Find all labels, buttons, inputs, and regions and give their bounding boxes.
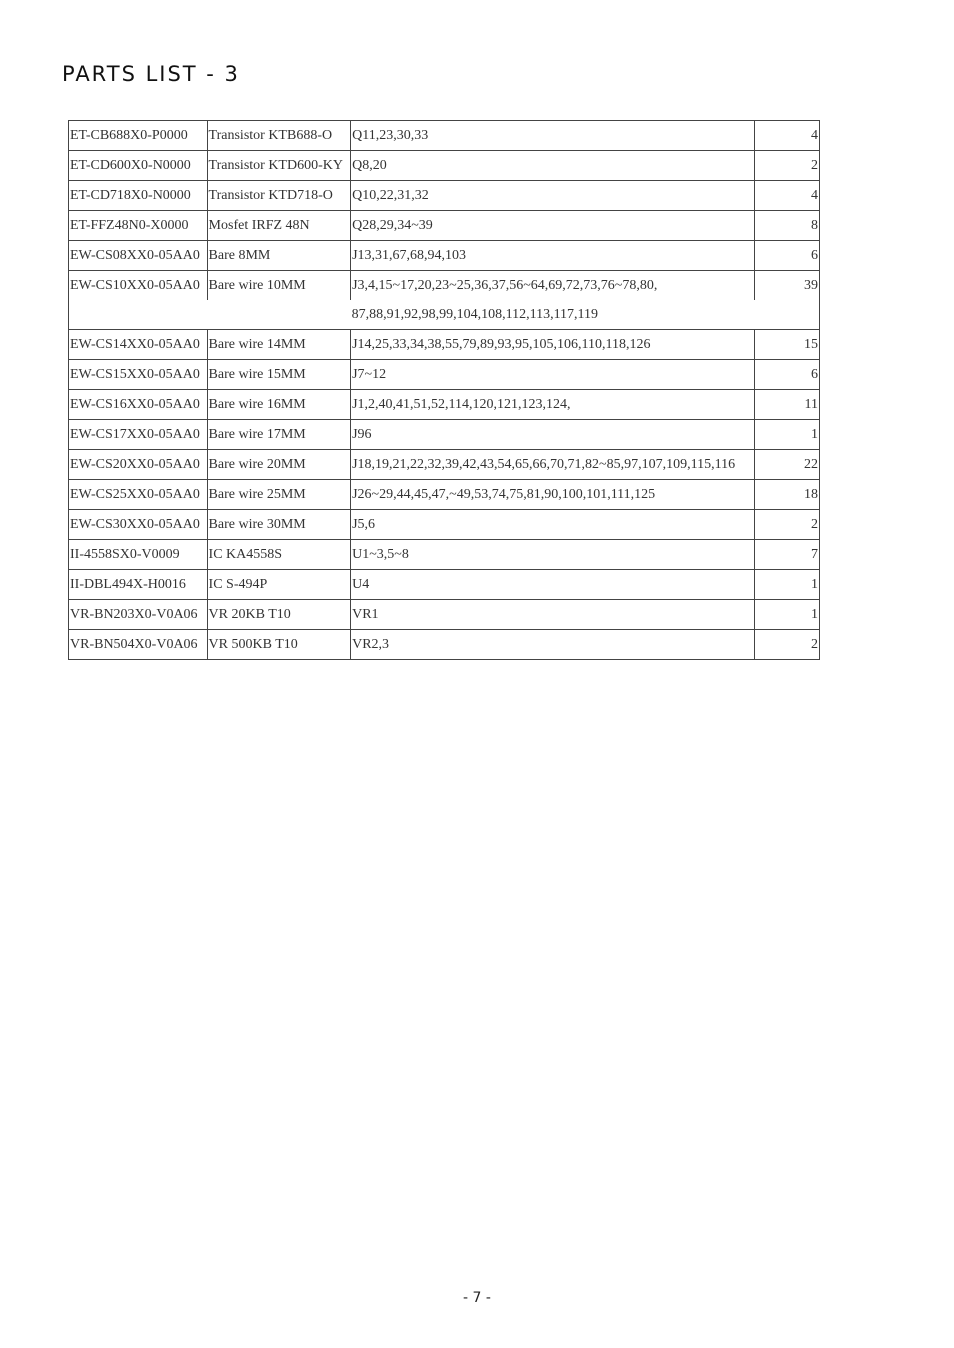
part-number-cell xyxy=(69,300,208,330)
table-row xyxy=(69,271,820,301)
table-row xyxy=(69,151,820,181)
table-row xyxy=(69,600,820,630)
part-number-cell: VR-BN504X0-V0A06 xyxy=(69,630,208,660)
location-cell: Q10,22,31,32 xyxy=(351,181,755,211)
quantity-cell xyxy=(754,300,819,330)
quantity-cell: 2 xyxy=(754,630,819,660)
description-cell: Bare wire 16MM xyxy=(207,390,351,420)
parts-table xyxy=(68,120,820,660)
description-cell: Transistor KTD718-O xyxy=(207,181,351,211)
quantity-cell: 2 xyxy=(754,510,819,540)
location-cell: J96 xyxy=(351,420,755,450)
description-cell: Bare wire 15MM xyxy=(207,360,351,390)
part-number-cell: ET-FFZ48N0-X0000 xyxy=(69,211,208,241)
table-row xyxy=(69,390,820,420)
part-number-cell: EW-CS08XX0-05AA0 xyxy=(69,241,208,271)
parts-table-body xyxy=(69,121,820,660)
part-number-cell: EW-CS14XX0-05AA0 xyxy=(69,330,208,360)
table-row xyxy=(69,420,820,450)
table-row xyxy=(69,121,820,151)
part-number-cell: ET-CB688X0-P0000 xyxy=(69,121,208,151)
location-cell: U1~3,5~8 xyxy=(351,540,755,570)
location-cell: U4 xyxy=(351,570,755,600)
location-cell: J5,6 xyxy=(351,510,755,540)
quantity-cell: 1 xyxy=(754,420,819,450)
quantity-cell: 11 xyxy=(754,390,819,420)
table-row-continuation xyxy=(69,300,820,330)
table-row xyxy=(69,480,820,510)
part-number-cell: ET-CD718X0-N0000 xyxy=(69,181,208,211)
description-cell: Mosfet IRFZ 48N xyxy=(207,211,351,241)
part-number-cell: EW-CS16XX0-05AA0 xyxy=(69,390,208,420)
location-cell: J7~12 xyxy=(351,360,755,390)
description-cell: Bare wire 10MM xyxy=(207,271,351,301)
page-number: - 7 - xyxy=(463,1290,491,1306)
description-cell: IC KA4558S xyxy=(207,540,351,570)
description-cell: Bare wire 20MM xyxy=(207,450,351,480)
quantity-cell: 18 xyxy=(754,480,819,510)
location-cell: J14,25,33,34,38,55,79,89,93,95,105,106,110,118,126 xyxy=(351,330,755,360)
description-cell: Bare wire 30MM xyxy=(207,510,351,540)
part-number-cell: EW-CS15XX0-05AA0 xyxy=(69,360,208,390)
location-cell: J1,2,40,41,51,52,114,120,121,123,124, xyxy=(351,390,755,420)
location-cell: Q28,29,34~39 xyxy=(351,211,755,241)
description-cell: Transistor KTB688-O xyxy=(207,121,351,151)
part-number-cell: II-4558SX0-V0009 xyxy=(69,540,208,570)
part-number-cell: ET-CD600X0-N0000 xyxy=(69,151,208,181)
description-cell: Bare wire 17MM xyxy=(207,420,351,450)
table-row xyxy=(69,360,820,390)
location-cell: Q11,23,30,33 xyxy=(351,121,755,151)
table-row xyxy=(69,570,820,600)
quantity-cell: 7 xyxy=(754,540,819,570)
quantity-cell: 6 xyxy=(754,360,819,390)
part-number-cell: EW-CS17XX0-05AA0 xyxy=(69,420,208,450)
quantity-cell: 22 xyxy=(754,450,819,480)
location-cell: J3,4,15~17,20,23~25,36,37,56~64,69,72,73,76~78,80, xyxy=(351,271,755,301)
description-cell xyxy=(207,300,351,330)
quantity-cell: 2 xyxy=(754,151,819,181)
table-row xyxy=(69,241,820,271)
part-number-cell: EW-CS20XX0-05AA0 xyxy=(69,450,208,480)
description-cell: IC S-494P xyxy=(207,570,351,600)
quantity-cell: 4 xyxy=(754,121,819,151)
quantity-cell: 8 xyxy=(754,211,819,241)
part-number-cell: EW-CS25XX0-05AA0 xyxy=(69,480,208,510)
description-cell: VR 20KB T10 xyxy=(207,600,351,630)
table-row xyxy=(69,510,820,540)
location-cell: J13,31,67,68,94,103 xyxy=(351,241,755,271)
location-cell: VR2,3 xyxy=(351,630,755,660)
part-number-cell: II-DBL494X-H0016 xyxy=(69,570,208,600)
table-row xyxy=(69,211,820,241)
quantity-cell: 15 xyxy=(754,330,819,360)
part-number-cell: VR-BN203X0-V0A06 xyxy=(69,600,208,630)
location-cell: VR1 xyxy=(351,600,755,630)
description-cell: Bare wire 14MM xyxy=(207,330,351,360)
part-number-cell: EW-CS10XX0-05AA0 xyxy=(69,271,208,301)
quantity-cell: 4 xyxy=(754,181,819,211)
description-cell: Bare 8MM xyxy=(207,241,351,271)
table-row xyxy=(69,630,820,660)
table-row xyxy=(69,540,820,570)
location-cell: Q8,20 xyxy=(351,151,755,181)
page-title: PARTS LIST - 3 xyxy=(62,62,240,86)
quantity-cell: 1 xyxy=(754,600,819,630)
quantity-cell: 1 xyxy=(754,570,819,600)
description-cell: VR 500KB T10 xyxy=(207,630,351,660)
table-row xyxy=(69,450,820,480)
part-number-cell: EW-CS30XX0-05AA0 xyxy=(69,510,208,540)
quantity-cell: 39 xyxy=(754,271,819,301)
location-cell: J18,19,21,22,32,39,42,43,54,65,66,70,71,82~85,97,107,109,115,116 xyxy=(351,450,755,480)
description-cell: Transistor KTD600-KY xyxy=(207,151,351,181)
location-cell: 87,88,91,92,98,99,104,108,112,113,117,119 xyxy=(351,300,755,330)
table-row xyxy=(69,181,820,211)
location-cell: J26~29,44,45,47,~49,53,74,75,81,90,100,101,111,125 xyxy=(351,480,755,510)
table-row xyxy=(69,330,820,360)
quantity-cell: 6 xyxy=(754,241,819,271)
description-cell: Bare wire 25MM xyxy=(207,480,351,510)
